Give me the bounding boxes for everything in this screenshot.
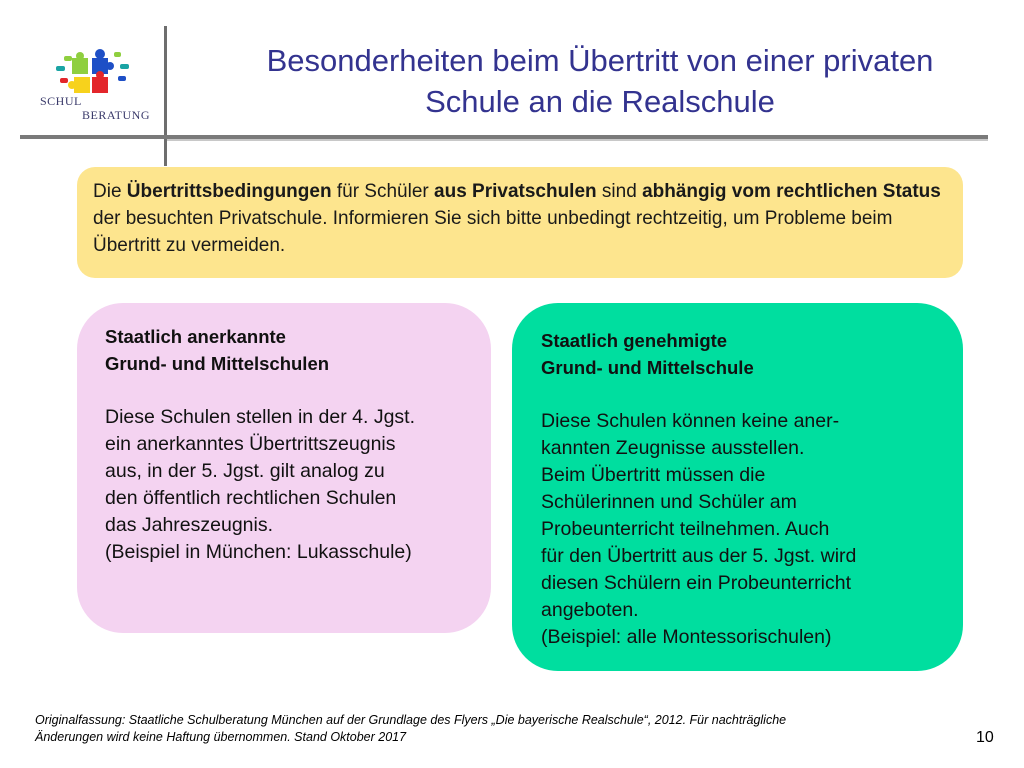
body-line: aus, in der 5. Jgst. gilt analog zu [105,460,385,482]
body-line: das Jahreszeugnis. [105,514,274,536]
intro-text-3: sind [596,181,643,202]
page-number: 10 [976,729,994,746]
body-line: diesen Schülern ein Probeunterricht [541,572,852,594]
heading-line-1: Staatlich genehmigte [541,330,728,351]
footnote-line-1: Originalfassung: Staatliche Schulberatung München auf der Grundlage des Flyers „Die bayerische Realschule“, 2012. Für nachträgliche [35,713,787,727]
logo [34,44,154,124]
recognized-schools-heading [105,323,471,377]
intro-text-1: Die [93,181,127,202]
heading-line-2: Grund- und Mittelschule [541,357,754,378]
approved-schools-box [512,303,963,671]
heading-line-2: Grund- und Mittelschulen [105,353,330,374]
body-line: den öffentlich rechtlichen Schulen [105,487,397,509]
recognized-schools-box [77,303,491,633]
intro-box [77,167,963,278]
header-divider-shadow [167,139,988,141]
intro-text-2: für Schüler [331,181,435,202]
title-line-2: Schule an die Realschule [425,84,775,119]
body-line: Diese Schulen können keine aner- [541,410,840,432]
body-line: (Beispiel in München: Lukasschule) [105,541,412,563]
vertical-divider [164,26,167,166]
approved-schools-heading [541,327,943,381]
body-line: ein anerkanntes Übertrittszeugnis [105,433,396,455]
intro-bold-1: Übertrittsbedingungen [126,181,332,202]
intro-text-4: der besuchten Privatschule. Informieren Sie sich bitte unbedingt rechtzeitig, um Probleme beim Übertritt zu vermeiden. [93,208,893,256]
footnote-line-2: Änderungen wird keine Haftung übernommen. Stand Oktober 2017 [35,730,407,744]
title-line-1: Besonderheiten beim Übertritt von einer privaten [266,43,934,78]
body-line: (Beispiel: alle Montessorischulen) [541,626,832,648]
intro-bold-2: aus Privatschulen [434,181,597,202]
body-line: Schülerinnen und Schüler am [541,491,797,513]
intro-bold-3: abhängig vom rechtlichen Status [642,181,941,202]
body-line: Diese Schulen stellen in der 4. Jgst. [105,406,416,428]
page-title [200,40,1000,122]
body-line: kannten Zeugnisse ausstellen. [541,437,805,459]
body-line: für den Übertritt aus der 5. Jgst. wird [541,545,857,567]
heading-line-1: Staatlich anerkannte [105,326,286,347]
body-line: Beim Übertritt müssen die [541,464,766,486]
source-footnote [35,712,935,746]
body-line: Probeunterricht teilnehmen. Auch [541,518,830,540]
body-line: angeboten. [541,599,639,621]
logo-text-beratung: BERATUNG [82,108,151,122]
logo-text-schul: SCHUL [40,94,82,108]
